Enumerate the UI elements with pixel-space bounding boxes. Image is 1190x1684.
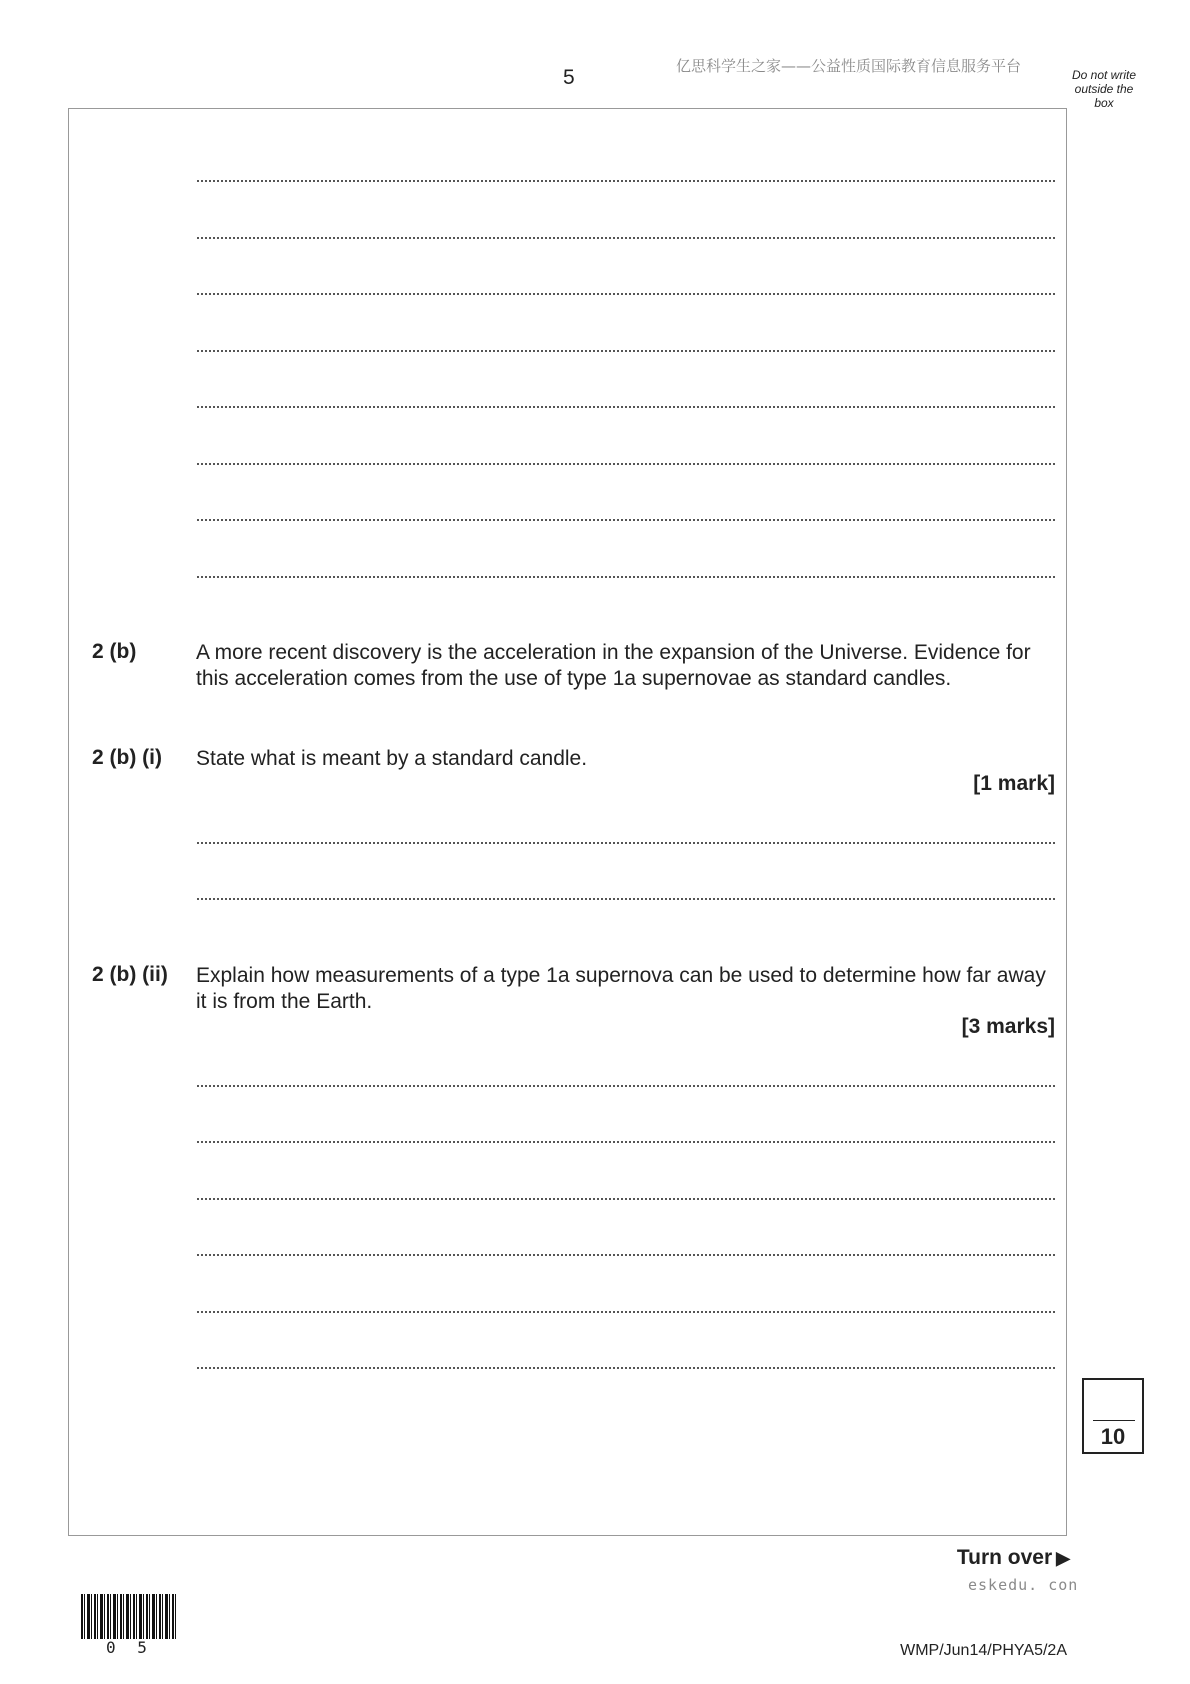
- marks-label: [1 mark]: [973, 772, 1055, 795]
- barcode-digits: 0 5: [106, 1638, 153, 1657]
- question-number: 2 (b) (ii): [92, 963, 168, 986]
- answer-line[interactable]: [197, 1198, 1055, 1200]
- margin-note: [1064, 68, 1144, 110]
- turn-over-label: [957, 1546, 1070, 1570]
- question-text: Explain how measurements of a type 1a supernova can be used to determine how far away it is from the Earth.: [196, 964, 1046, 1013]
- paper-code: WMP/Jun14/PHYA5/2A: [900, 1642, 1067, 1659]
- score-box: [1082, 1378, 1144, 1454]
- turn-over-text: Turn over: [956, 1546, 1053, 1569]
- answer-line[interactable]: [197, 463, 1055, 465]
- marks-label: [3 marks]: [961, 1015, 1055, 1038]
- question-text: State what is meant by a standard candle.: [196, 747, 588, 770]
- answer-line[interactable]: [197, 842, 1055, 844]
- answer-line[interactable]: [197, 1085, 1055, 1087]
- margin-note-line: box: [1094, 96, 1114, 110]
- answer-line[interactable]: [197, 1367, 1055, 1369]
- page-number: 5: [563, 66, 575, 89]
- answer-line[interactable]: [197, 237, 1055, 239]
- question-number: 2 (b) (i): [92, 746, 162, 769]
- answer-line[interactable]: [197, 1141, 1055, 1143]
- answer-line[interactable]: [197, 180, 1055, 182]
- question-text: A more recent discovery is the acceleration in the expansion of the Universe. Evidence for this acceleration comes from the use of type 1a supernovae as standard candles.: [196, 641, 1031, 690]
- answer-line[interactable]: [197, 406, 1055, 408]
- answer-frame: [68, 108, 1067, 1536]
- question-number: 2 (b): [92, 640, 137, 663]
- answer-line[interactable]: [197, 293, 1055, 295]
- site-watermark: eskedu. con: [968, 1576, 1079, 1594]
- answer-line[interactable]: [197, 1311, 1055, 1313]
- answer-line[interactable]: [197, 350, 1055, 352]
- margin-note-line: outside the: [1074, 82, 1134, 96]
- header-watermark: 亿思科学生之家——公益性质国际教育信息服务平台: [676, 57, 1022, 75]
- play-arrow-icon: ▶: [1056, 1548, 1070, 1568]
- score-total: 10: [1100, 1424, 1126, 1449]
- margin-note-line: Do not write: [1071, 68, 1137, 82]
- barcode-icon: [81, 1594, 177, 1639]
- answer-line[interactable]: [197, 1254, 1055, 1256]
- score-divider: [1093, 1420, 1135, 1421]
- answer-line[interactable]: [197, 898, 1055, 900]
- answer-line[interactable]: [197, 519, 1055, 521]
- answer-line[interactable]: [197, 576, 1055, 578]
